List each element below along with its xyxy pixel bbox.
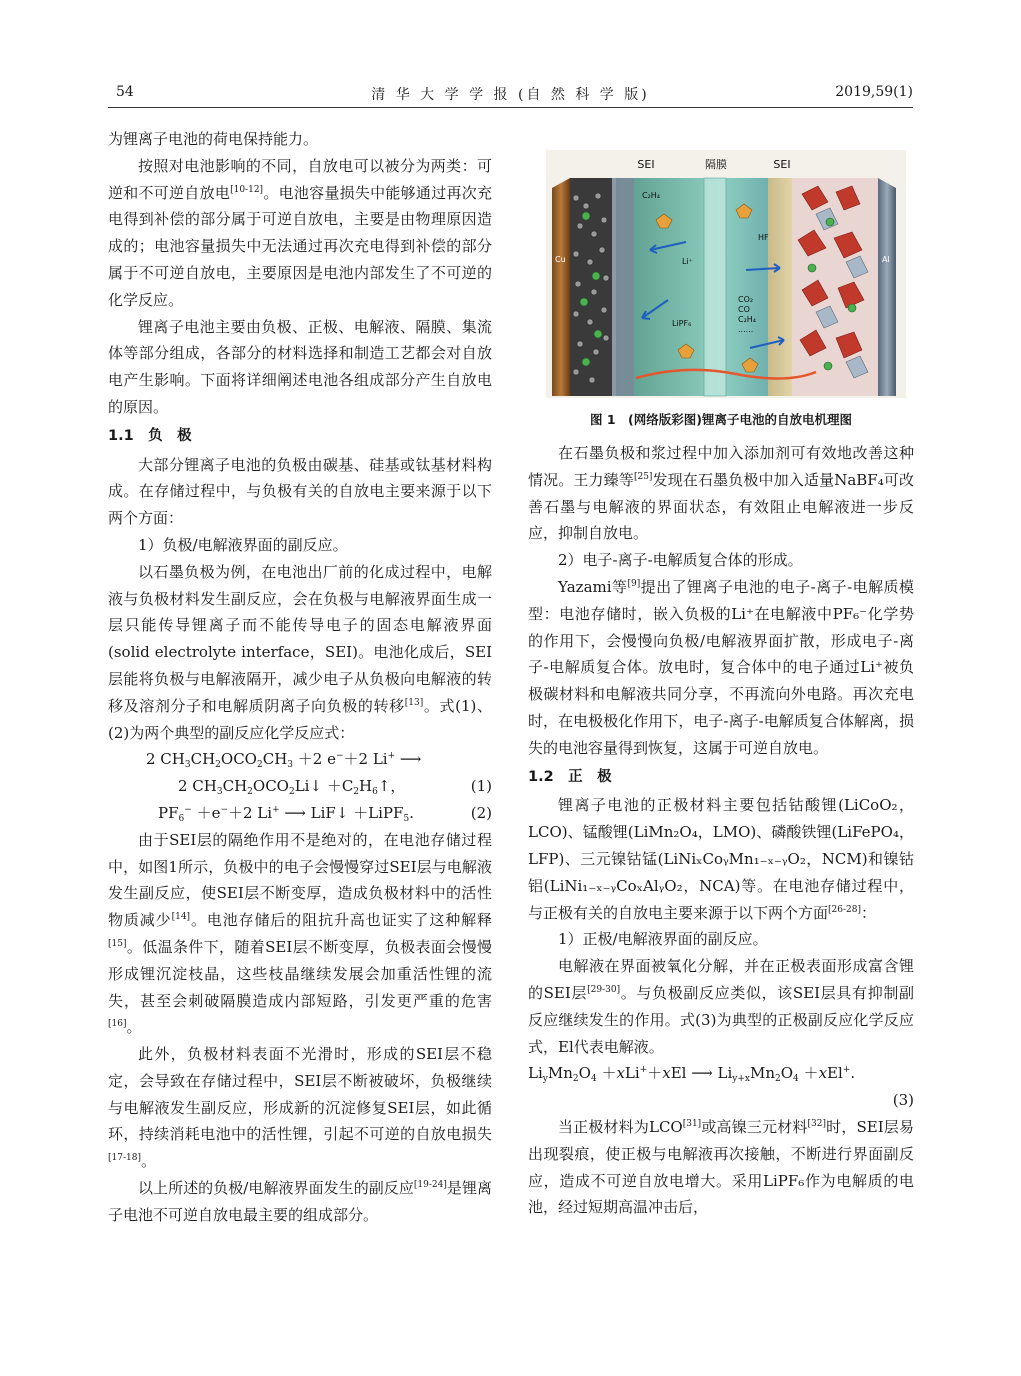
equation-2: $PF_6^- +e^-+2$ Li+ ⟶ LiF↓ ＋LiPF$_5$. (2): [108, 800, 492, 827]
citation: [9]: [627, 578, 641, 589]
paragraph: 电解液在界面被氧化分解，并在正极表面形成富含锂的SEI层[29-30]。与负极副反应类似，该SEI层具有抑制副反应继续发生的作用。式(3)为典型的正极副反应化学反应式，El代表电解液。: [528, 957, 915, 1056]
citation: [14]: [171, 912, 191, 923]
equation-number: (2): [470, 803, 492, 822]
list-item: 1）负极/电解液界面的副反应。: [138, 535, 348, 554]
paragraph: 锂离子电池主要由负极、正极、电解液、隔膜、集流体等部分组成，各部分的材料选择和制造工艺都会对自放电产生影响。下面将详细阐述电池各组成部分产生自放电的原因。: [108, 317, 492, 416]
paragraph: 大部分锂离子电池的负极由碳基、硅基或钛基材料构成。在存储过程中，与负极有关的自放电主要来源于以下两个方面：: [108, 455, 492, 528]
citation: [17-18]: [108, 1153, 141, 1164]
citation: [32]: [807, 1118, 826, 1129]
equation-number: (3): [892, 1091, 914, 1110]
citation: [26-28]: [828, 904, 861, 915]
label-co: CO: [738, 305, 750, 314]
label-li-ion: Li⁺: [682, 257, 693, 266]
page-number: 54: [116, 84, 134, 100]
label-sei-left: SEI: [637, 158, 655, 171]
paragraph: 为锂离子电池的荷电保持能力。: [108, 130, 319, 148]
label-hf: HF: [758, 233, 769, 242]
equation-3: $Li_yMn_2O_4 +xLi^++xEl$ ⟶ $Li_{y+x}Mn_2O_4 +xEl^+$.: [528, 1064, 856, 1085]
citation: [31]: [682, 1118, 702, 1129]
citation: [16]: [108, 1019, 127, 1030]
paragraph: 锂离子电池的正极材料主要包括钴酸锂(LiCoO₂，LCO)、锰酸锂(LiMn₂O₄，LMO)、磷酸铁锂(LiFePO₄，LFP)、三元镍钴锰(LiNiₓCoᵧMn₁₋ₓ₋ᵧO₂，NCM)和镍钴铝(LiNi₁₋ₓ₋ᵧCoₓAlᵧO₂，NCA)等。在电池存储过程中，与正极有关的自放电主要来源于以下两个方面[26-28]：: [528, 796, 914, 922]
label-ellipsis: ......: [738, 325, 754, 334]
citation: [25]: [633, 471, 653, 482]
equation-1-line-2: 2 $CH_3CH_2OCO_2Li↓$ $+C_2H_6↑$， (1): [108, 773, 492, 800]
citation: [19-24]: [413, 1180, 447, 1191]
equation-number: (1): [470, 777, 492, 796]
self-discharge-mechanism-figure: [546, 150, 906, 398]
year-volume: 2019,59(1): [835, 84, 913, 100]
label-separator: 隔膜: [705, 158, 727, 171]
paragraph: 由于SEI层的隔绝作用不是绝对的，在电池存储过程中，如图1所示，负极中的电子会慢慢穿过SEI层与电解液发生副反应，使SEI层不断变厚，造成负极材料中的活性物质减少[14]。电池存储后的阻抗升高也证实了这种解释[15]。低温条件下，随着SEI层不断变厚，负极表面会慢慢形成锂沉淀枝晶，这些枝晶继续发展会加重活性锂的流失，甚至会刺破隔膜造成内部短路，引发更严重的危害[16]。: [108, 830, 492, 1037]
list-item: 1）正极/电解液界面的副反应。: [558, 930, 768, 949]
paragraph: 以上所述的负极/电解液界面发生的副反应[19-24]是锂离子电池不可逆自放电最主要的组成部分。: [108, 1179, 492, 1224]
citation: [29-30]: [587, 984, 621, 995]
al-current-collector: [878, 178, 896, 396]
paragraph: 在石墨负极和浆过程中加入添加剂可有效地改善这种情况。王力臻等[25]发现在石墨负极中加入适量NaBF₄可改善石墨与电解液的界面状态，有效阻止电解液进一步反应，抑制自放电。: [528, 444, 914, 543]
label-co2: CO₂: [738, 295, 754, 304]
label-c2h4: C₂H₄: [642, 191, 661, 200]
section-heading-1-1: 1.1 负 极: [108, 427, 192, 444]
citation: [15]: [108, 938, 127, 949]
sei-layer-anode: [612, 178, 634, 396]
label-lipf6: LiPF₆: [672, 319, 692, 328]
right-column: [528, 440, 914, 1221]
running-header: [108, 84, 913, 106]
paragraph: 按照对电池影响的不同，自放电可以被分为两类：可逆和不可逆自放电[10-12]。电池容量损失中能够通过再次充电得到补偿的部分属于可逆自放电，主要是由物理原因造成的；电池容量损失中无法通过再次充电得到补偿的部分属于不可逆自放电，主要原因是电池内部发生了不可逆的化学反应。: [108, 156, 492, 309]
cathode-material: [792, 178, 878, 396]
paragraph: 当正极材料为LCO[31]或高镍三元材料[32]时，SEI层易出现裂痕，使正极与电解液再次接触，不断进行界面副反应，造成不可逆自放电增大。采用LiPF₆作为电解质的电池，经过短期高温冲击后，: [528, 1117, 914, 1217]
header-rule: [108, 107, 913, 108]
journal-title: 清 华 大 学 学 报 (自 然 科 学 版): [371, 87, 650, 103]
figure-caption: 图 1 (网络版彩图)锂离子电池的自放电机理图: [590, 412, 852, 427]
label-cu: Cu: [555, 255, 566, 264]
citation: [13]: [404, 697, 424, 708]
left-column: [108, 126, 492, 1229]
separator: [704, 178, 726, 396]
citation: [10-12]: [230, 184, 264, 195]
paragraph: Yazami等[9]提出了锂离子电池的电子-离子-电解质模型：电池存储时，嵌入负极的Li⁺在电解液中PF₆⁻化学势的作用下，会慢慢向负极/电解液界面扩散，形成电子-离子-电解质复合体。放电时，复合体中的电子通过Li⁺被负极碳材料和电解液共同分享，不再流向外电路。再次充电时，在电极极化作用下，电子-离子-电解质复合体解离，损失的电池容量得到恢复，这属于可逆自放电。: [528, 577, 914, 757]
list-item: 2）电子-离子-电解质复合体的形成。: [558, 551, 803, 570]
sei-layer-cathode: [768, 178, 792, 396]
label-c2h4-b: C₂H₄: [738, 315, 757, 324]
graphite-anode: [570, 178, 612, 396]
paragraph: 此外，负极材料表面不光滑时，形成的SEI层不稳定，会导致在存储过程中，SEI层不断被破坏，负极继续与电解液发生副反应，形成新的沉淀修复SEI层，如此循环，持续消耗电池中的活性锂，引起不可逆的自放电损失[17-18]。: [108, 1045, 492, 1171]
label-al: Al: [882, 255, 890, 264]
paragraph: 以石墨负极为例，在电池出厂前的化成过程中，电解液与负极材料发生副反应，会在负极与电解液界面生成一层只能传导锂离子而不能传导电子的固态电解液界面(solid electrolyte interface，SEI)。电池化成后，SEI层能将负极与电解液隔开，减少电子从负极向电解液的转移及溶剂分子和电解质阴离子向负极的转移[13]。式(1)、(2)为两个典型的副反应化学反应式：: [108, 562, 492, 742]
label-sei-right: SEI: [773, 158, 791, 171]
section-heading-1-2: 1.2 正 极: [528, 768, 612, 785]
equation-1-line-1: 2 $CH_3CH_2OCO_2CH_3 +2$ e−＋2 Li+ ⟶: [146, 750, 422, 771]
cu-current-collector: [552, 178, 570, 396]
